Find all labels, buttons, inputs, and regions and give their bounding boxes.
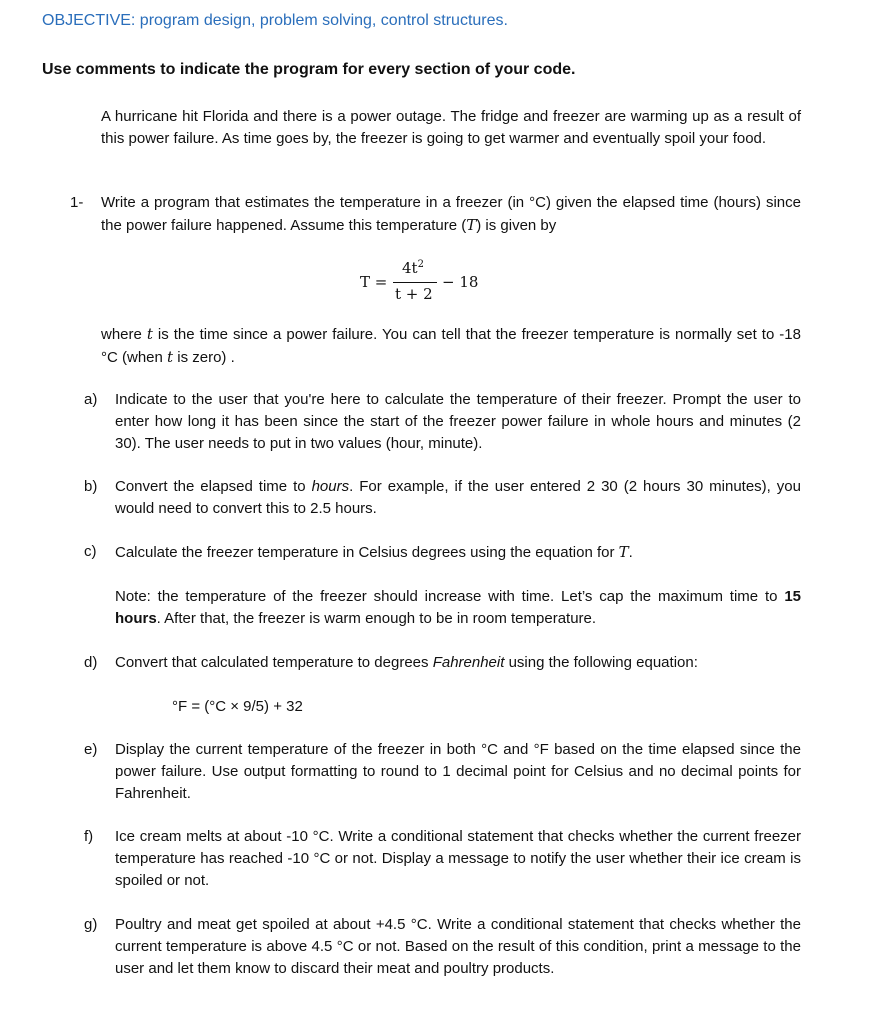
item-e-text: Display the current temperature of the freezer in both °C and °F based on the time elapsed since the power failure. Use output formatting to round to 1 decimal point for Celsius and no decimal points for Fahrenheit.: [115, 741, 801, 802]
temperature-formula: [360, 256, 500, 306]
formula-tail: − 18: [442, 273, 479, 291]
item-b-label: b): [84, 478, 98, 495]
item-d-text: Convert that calculated temperature to degrees Fahrenheit using the following equation:: [115, 654, 698, 671]
comments-instruction: Use comments to indicate the program for every section of your code.: [42, 61, 576, 78]
formula-lhs: T =: [360, 273, 388, 291]
item-a-label: a): [84, 391, 98, 408]
item-d-label: d): [84, 654, 98, 671]
question-1-text: Write a program that estimates the temperature in a freezer (in °C) given the elapsed time (hours) since the power failure happened. Assume this temperature (T) is given by: [101, 194, 801, 234]
where-paragraph: where t is the time since a power failure. You can tell that the freezer temperature is normally set to -18 °C (when t is zero) .: [101, 325, 801, 366]
variable-T: T: [466, 216, 477, 234]
item-f-text: Ice cream melts at about -10 °C. Write a conditional statement that checks whether the current freezer temperature has reached -10 °C or not. Display a message to notify the user whether their ice cream is spoiled or not.: [115, 828, 801, 889]
fraction-bar: [393, 282, 437, 283]
item-g-text: Poultry and meat get spoiled at about +4.5 °C. Write a conditional statement that checks whether the current temperature is above 4.5 °C or not. Based on the result of this condition, print a message to the user and let them know to discard their meat and poultry products.: [115, 916, 801, 977]
item-c-note: Note: the temperature of the freezer should increase with time. Let’s cap the maximum time to 15 hours. After that, the freezer is warm enough to be in room temperature.: [115, 588, 801, 627]
formula-denominator: t + 2: [395, 285, 433, 303]
objective-heading: OBJECTIVE: program design, problem solving, control structures.: [42, 12, 508, 29]
item-c-text: Calculate the freezer temperature in Celsius degrees using the equation for T.: [115, 543, 633, 561]
item-g-label: g): [84, 916, 98, 933]
item-e-label: e): [84, 741, 98, 758]
formula-numerator: $4t^2$: [402, 259, 424, 277]
item-f-label: f): [84, 828, 94, 845]
question-number: 1-: [70, 194, 84, 211]
item-b-text: Convert the elapsed time to hours. For example, if the user entered 2 30 (2 hours 30 minutes), you would need to convert this to 2.5 hours.: [115, 478, 801, 517]
fahrenheit-equation: °F = (°C × 9/5) + 32: [172, 698, 303, 715]
intro-paragraph: A hurricane hit Florida and there is a power outage. The fridge and freezer are warming up as a result of this power failure. As time goes by, the freezer is going to get warmer and eventually spoil your food.: [101, 108, 801, 147]
item-a-text: Indicate to the user that you're here to calculate the temperature of their freezer. Prompt the user to enter how long it has been since the start of the freezer power failure in whole hours and minutes (2 30). The user needs to put in two values (hour, minute).: [115, 391, 801, 452]
item-c-label: c): [84, 543, 97, 560]
